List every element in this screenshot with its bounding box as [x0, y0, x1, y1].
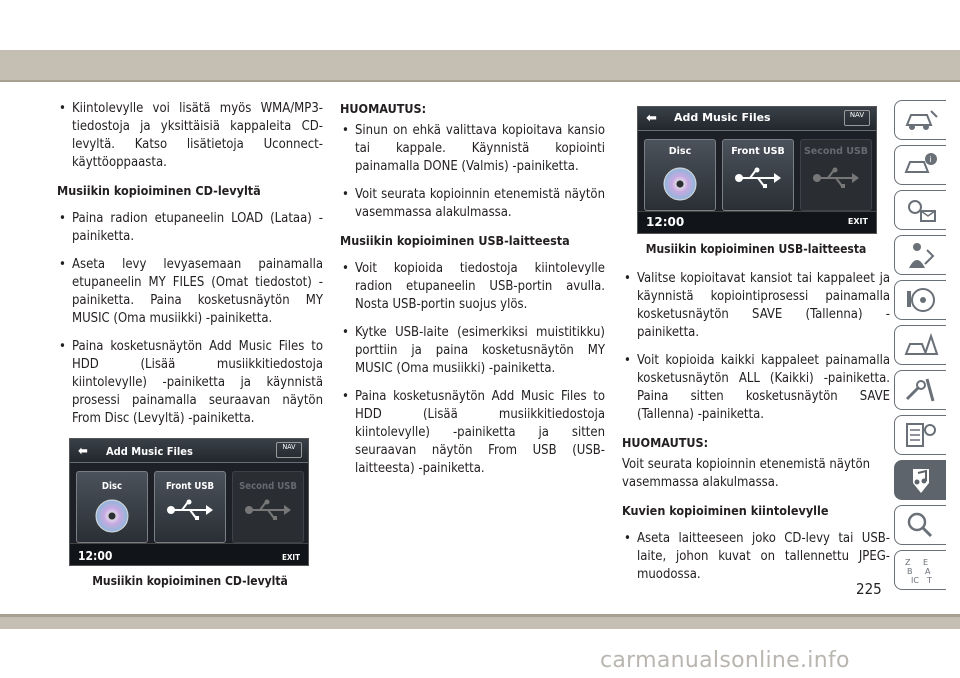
- screen-header: [70, 439, 308, 463]
- screen-figure-cd: [69, 438, 309, 566]
- chapter-index: [894, 100, 946, 595]
- figure-caption: Musiikin kopioiminen CD-levyltä: [92, 574, 288, 588]
- figure-caption: Musiikin kopioiminen USB-laitteesta: [645, 242, 867, 256]
- car-info-icon: [903, 150, 939, 180]
- exit-label: EXIT: [281, 553, 300, 562]
- front-usb-tile: [154, 471, 226, 543]
- multimedia-music-icon: [903, 465, 939, 495]
- chapter-tab-index[interactable]: [894, 550, 946, 590]
- chapter-tab-emergency[interactable]: [894, 325, 946, 365]
- spec-sheet-icon: [903, 420, 939, 450]
- search-icon: [903, 510, 939, 540]
- column-2: [340, 100, 605, 488]
- nav-icon: NAV: [844, 110, 870, 126]
- paragraph: • Kiintolevylle voi lisätä myös WMA/MP3-tiedostoja ja yksittäisiä kappaleita CD-levyltä. Katso lisätietoja Uconnect-käyttöoppaasta.: [57, 100, 323, 172]
- screen-title: Add Music Files: [106, 445, 193, 458]
- column-3: [622, 270, 890, 594]
- paragraph: • Voit seurata kopioinnin etenemistä näytön vasemmassa alakulmassa.: [340, 186, 605, 222]
- roadside-warning-icon: [903, 330, 939, 360]
- second-usb-tile: [800, 139, 872, 211]
- tile-label: Front USB: [165, 481, 215, 492]
- clock: 12:00: [78, 549, 113, 563]
- disc-tile: [644, 139, 716, 211]
- tile-label: Front USB: [731, 146, 785, 157]
- usb-icon: [801, 166, 871, 194]
- disc-tile: [76, 471, 148, 543]
- clock: 12:00: [646, 215, 685, 229]
- usb-icon: [233, 498, 303, 528]
- note-text: Voit seurata kopioinnin etenemistä näytön vasemmassa alakulmassa.: [622, 457, 871, 490]
- screen-figure-usb: [637, 106, 877, 234]
- paragraph: • Kytke USB-laite (esimerkiksi muistitikku) porttiin ja paina kosketusnäytön MY MUSIC (Oma musiikki) -painiketta.: [340, 324, 605, 378]
- nav-icon: NAV: [276, 442, 302, 458]
- usb-icon: [723, 166, 793, 194]
- footer-band: [0, 617, 960, 629]
- screen-footer: [638, 211, 876, 233]
- tile-label: Disc: [668, 146, 692, 157]
- svg-text:Z: Z: [905, 558, 911, 567]
- note-heading: HUOMAUTUS:: [340, 101, 427, 116]
- paragraph: • Valitse kopioitavat kansiot tai kappaleet ja käynnistä kopiointiprosessi painamalla kosketusnäytön SAVE (Tallenna) -painiketta.: [622, 270, 890, 342]
- chapter-tab-safety[interactable]: [894, 145, 946, 185]
- disc-icon: [645, 166, 715, 206]
- note-heading: HUOMAUTUS:: [622, 435, 709, 450]
- chapter-tab-vehicle[interactable]: [894, 100, 946, 140]
- page-number: 225: [856, 580, 882, 598]
- svg-text:B: B: [907, 567, 913, 576]
- header-band-line: [0, 80, 960, 82]
- tools-icon: [903, 375, 939, 405]
- light-mail-icon: [903, 195, 939, 225]
- header-band: [0, 50, 960, 80]
- second-usb-tile: [232, 471, 304, 543]
- paragraph: • Aseta levy levyasemaan painamalla etupaneelin MY FILES (Omat tiedostot) -painiketta. Paina kosketusnäytön MY MUSIC (Oma musiikki) -painiketta.: [57, 256, 323, 328]
- chapter-tab-starting[interactable]: [894, 235, 946, 275]
- column-1: [57, 100, 323, 600]
- paragraph: • Paina radion etupaneelin LOAD (Lataa) -painiketta.: [57, 210, 323, 246]
- chapter-tab-driving[interactable]: [894, 280, 946, 320]
- svg-text:A: A: [925, 567, 931, 576]
- paragraph: • Voit kopioida kaikki kappaleet painamalla kosketusnäytön ALL (Kaikki) -painiketta. Paina sitten kosketusnäytön SAVE (Tallenna) -painiketta.: [622, 352, 890, 424]
- screen-header: [638, 107, 876, 131]
- svg-text:E: E: [923, 558, 929, 567]
- section-heading: Musiikin kopioiminen USB-laitteesta: [340, 233, 570, 248]
- paragraph: • Paina kosketusnäytön Add Music Files to HDD (Lisää musiikkitiedostoja kiintolevylle) -painiketta ja käynnistä prosessi painamalla seuraavan näytön From Disc (Levyltä) -painiketta.: [57, 338, 323, 428]
- paragraph: • Aseta laitteeseen joko CD-levy tai USB-laite, johon kuvat on tallennettu JPEG-muodossa.: [622, 530, 890, 584]
- svg-text:IC: IC: [911, 576, 919, 585]
- chapter-tab-specifications[interactable]: [894, 415, 946, 455]
- screen-title: Add Music Files: [674, 111, 771, 124]
- section-heading: Musiikin kopioiminen CD-levyltä: [57, 183, 261, 198]
- paragraph: • Paina kosketusnäytön Add Music Files to HDD (Lisää musiikkitiedostoja kiintolevylle) -painiketta ja sitten seuraavan näytön From USB (USB-laitteesta) -painiketta.: [340, 388, 605, 478]
- alphabet-index-icon: [903, 555, 939, 585]
- car-key-icon: [903, 105, 939, 135]
- disc-icon: [77, 498, 147, 540]
- front-usb-tile: [722, 139, 794, 211]
- back-arrow-icon: ⬅: [78, 444, 88, 459]
- usb-icon: [155, 498, 225, 528]
- exit-label: EXIT: [847, 217, 868, 226]
- tile-label: Disc: [101, 481, 123, 492]
- paragraph: • Voit kopioida tiedostoja kiintolevylle radion etupaneelin USB-portin avulla. Nosta USB-portin suojus ylös.: [340, 260, 605, 314]
- steering-wheel-icon: [903, 285, 939, 315]
- watermark: carmanualsonline.info: [600, 648, 850, 673]
- paragraph: • Sinun on ehkä valittava kopioitava kansio tai kappale. Käynnistä kopiointi painamalla DONE (Valmis) -painiketta.: [340, 122, 605, 176]
- svg-text:T: T: [927, 576, 932, 585]
- tile-label: Second USB: [239, 481, 297, 492]
- driver-icon: [903, 240, 939, 270]
- chapter-tab-maintenance[interactable]: [894, 370, 946, 410]
- section-heading: Kuvien kopioiminen kiintolevylle: [622, 503, 829, 518]
- tile-label: Second USB: [803, 146, 869, 157]
- svg-text:i: i: [929, 155, 932, 164]
- back-arrow-icon: ⬅: [646, 111, 657, 126]
- chapter-tab-customer-assistance[interactable]: [894, 505, 946, 545]
- chapter-tab-warning-lights[interactable]: [894, 190, 946, 230]
- screen-footer: [70, 543, 308, 565]
- chapter-tab-multimedia[interactable]: [894, 460, 946, 500]
